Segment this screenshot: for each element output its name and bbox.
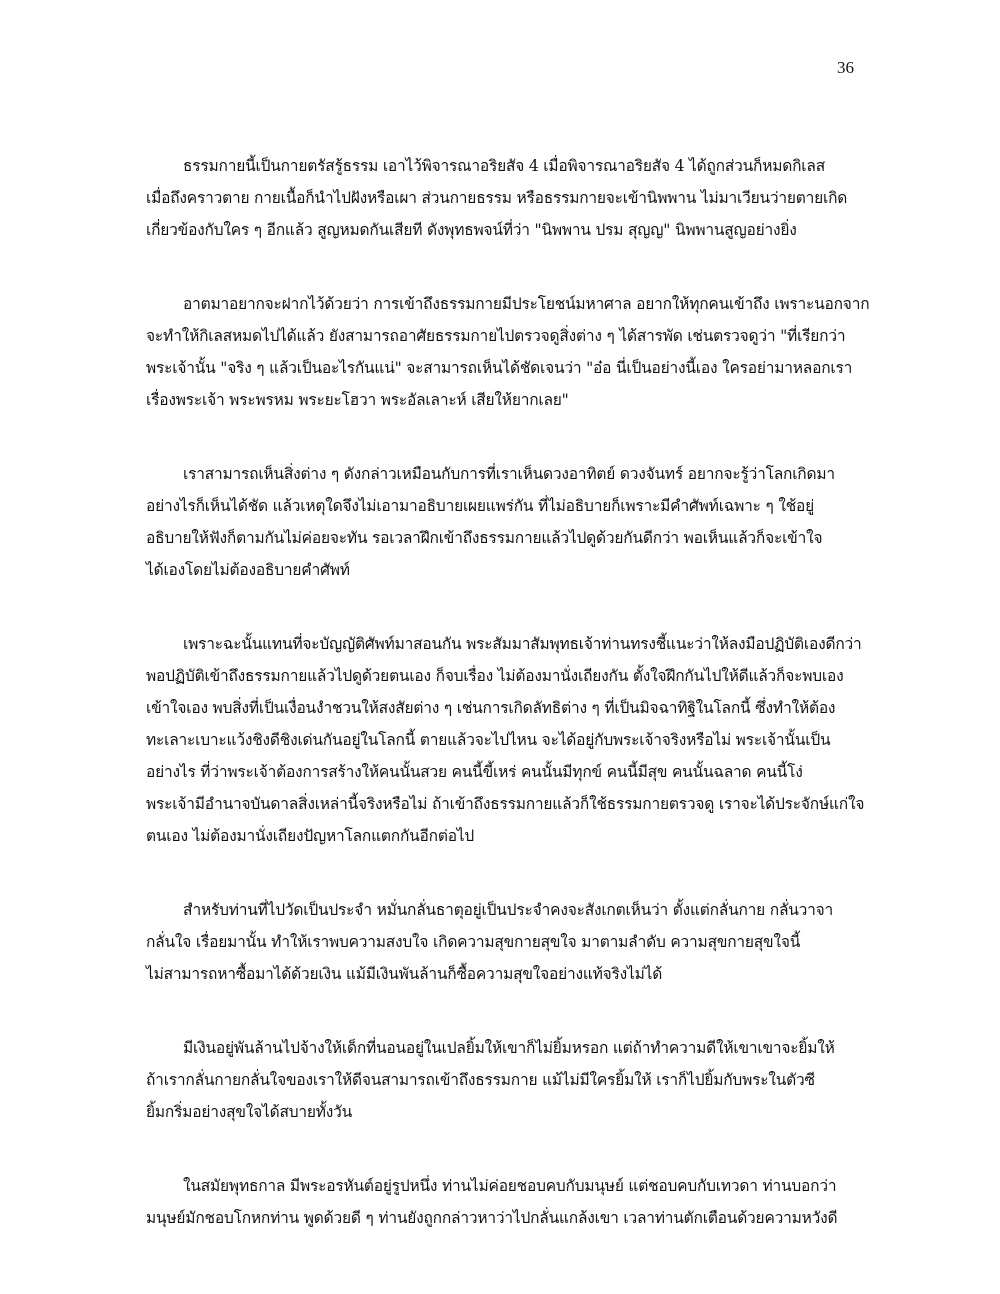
- text-line: มีเงินอยู่พันล้านไปจ้างให้เด็กที่นอนอยู่ในเปลยิ้มให้เขาก็ไม่ยิ้มหรอก แต่ถ้าทำความดีให้เขาเขาจะยิ้มให้: [183, 1039, 835, 1057]
- text-line: พอปฏิบัติเข้าถึงธรรมกายแล้วไปดูด้วยตนเอง ก็จบเรื่อง ไม่ต้องมานั่งเถียงกัน ตั้งใจฝึกกันไปให้ดีแล้วก็จะพบเอง: [146, 667, 844, 685]
- text-line: อย่างไร ที่ว่าพระเจ้าต้องการสร้างให้คนนั้นสวย คนนี้ขี้เหร่ คนนั้นมีทุกข์ คนนี้มีสุข คนนั้นฉลาด คนนี้โง่: [146, 763, 803, 781]
- page-number: 36: [837, 58, 854, 77]
- text-line: เราสามารถเห็นสิ่งต่าง ๆ ดังกล่าวเหมือนกับการที่เราเห็นดวงอาทิตย์ ดวงจันทร์ อยากจะรู้ว่าโลกเกิดมา: [183, 465, 835, 483]
- text-line: ไม่สามารถหาซื้อมาได้ด้วยเงิน แม้มีเงินพันล้านก็ซื้อความสุขใจอย่างแท้จริงไม่ได้: [146, 965, 663, 983]
- text-line: ถ้าเรากลั่นกายกลั่นใจของเราให้ดีจนสามารถเข้าถึงธรรมกาย แม้ไม่มีใครยิ้มให้ เราก็ไปยิ้มกับพระในตัวซี: [146, 1071, 815, 1089]
- text-line: ในสมัยพุทธกาล มีพระอรหันต์อยู่รูปหนึ่ง ท่านไม่ค่อยชอบคบกับมนุษย์ แต่ชอบคบกับเทวดา ท่านบอกว่า: [183, 1177, 837, 1195]
- text-line: เกี่ยวข้องกับใคร ๆ อีกแล้ว สูญหมดกันเสียที ดังพุทธพจน์ที่ว่า "นิพพาน ปรม สุญญ" นิพพานสูญอย่างยิ่ง: [146, 221, 797, 239]
- text-line: สำหรับท่านที่ไปวัดเป็นประจำ หมั่นกลั่นธาตุอยู่เป็นประจำคงจะสังเกตเห็นว่า ตั้งแต่กลั่นกาย กลั่นวาจา: [183, 901, 834, 919]
- text-line: เรื่องพระเจ้า พระพรหม พระยะโฮวา พระอัลเลาะห์ เสียให้ยากเลย": [146, 391, 569, 409]
- paragraph: [146, 628, 866, 852]
- text-line: ได้เองโดยไม่ต้องอธิบายคำศัพท์: [146, 561, 350, 579]
- text-line: พระเจ้านั้น "จริง ๆ แล้วเป็นอะไรกันแน่" จะสามารถเห็นได้ชัดเจนว่า "อ๋อ นี่เป็นอย่างนี้เอง ใครอย่ามาหลอกเรา: [146, 359, 853, 377]
- text-line: กลั่นใจ เรื่อยมานั้น ทำให้เราพบความสงบใจ เกิดความสุขกายสุขใจ มาตามลำดับ ความสุขกายสุขใจนี้: [146, 933, 801, 951]
- paragraph: [146, 150, 866, 246]
- text-line: มนุษย์มักชอบโกหกท่าน พูดด้วยดี ๆ ท่านยังถูกกล่าวหาว่าไปกลั่นแกล้งเขา เวลาท่านตักเตือนด้วยความหวังดี: [146, 1209, 838, 1227]
- text-line: ตนเอง ไม่ต้องมานั่งเถียงปัญหาโลกแตกกันอีกต่อไป: [146, 827, 475, 845]
- text-line: ธรรมกายนี้เป็นกายตรัสรู้ธรรม เอาไว้พิจารณาอริยสัจ 4 เมื่อพิจารณาอริยสัจ 4 ได้ถูกส่วนก็หมดกิเลส: [183, 157, 825, 175]
- text-line: พระเจ้ามีอำนาจบันดาลสิ่งเหล่านี้จริงหรือไม่ ถ้าเข้าถึงธรรมกายแล้วก็ใช้ธรรมกายตรวจดู เราจะได้ประจักษ์แก่ใจ: [146, 795, 865, 813]
- paragraph: [146, 288, 870, 416]
- text-line: อย่างไรก็เห็นได้ชัด แล้วเหตุใดจึงไม่เอามาอธิบายเผยแพร่กัน ที่ไม่อธิบายก็เพราะมีคำศัพท์เฉพาะ ๆ ใช้อยู่: [146, 497, 815, 515]
- text-line: ยิ้มกริ่มอย่างสุขใจได้สบายทั้งวัน: [146, 1103, 353, 1121]
- text-line: อธิบายให้ฟังก็ตามกันไม่ค่อยจะทัน รอเวลาฝึกเข้าถึงธรรมกายแล้วไปดูด้วยกันดีกว่า พอเห็นแล้วก็จะเข้าใจ: [146, 529, 823, 547]
- text-line: เมื่อถึงคราวตาย กายเนื้อก็นำไปฝังหรือเผา ส่วนกายธรรม หรือธรรมกายจะเข้านิพพาน ไม่มาเวียนว่ายตายเกิด: [146, 189, 848, 207]
- text-line: อาตมาอยากจะฝากไว้ด้วยว่า การเข้าถึงธรรมกายมีประโยชน์มหาศาล อยากให้ทุกคนเข้าถึง เพราะนอกจาก: [183, 295, 870, 313]
- paragraph: [146, 1032, 866, 1128]
- text-line: เข้าใจเอง พบสิ่งที่เป็นเงื่อนงำชวนให้สงสัยต่าง ๆ เช่นการเกิดลัทธิต่าง ๆ ที่เป็นมิจฉาทิฐิในโลกนี้ ซึ่งทำให้ต้อง: [146, 699, 836, 717]
- paragraph: [146, 458, 866, 586]
- paragraph: [146, 894, 866, 990]
- text-line: จะทำให้กิเลสหมดไปได้แล้ว ยังสามารถอาศัยธรรมกายไปตรวจดูสิ่งต่าง ๆ ได้สารพัด เช่นตรวจดูว่า "ที่เรียกว่า: [146, 327, 846, 345]
- document-body: [146, 150, 870, 1276]
- text-line: ทะเลาะเบาะแว้งชิงดีชิงเด่นกันอยู่ในโลกนี้ ตายแล้วจะไปไหน จะได้อยู่กับพระเจ้าจริงหรือไม่ พระเจ้านั้นเป็น: [146, 731, 831, 749]
- text-line: เพราะฉะนั้นแทนที่จะบัญญัติศัพท์มาสอนกัน พระสัมมาสัมพุทธเจ้าท่านทรงชี้แนะว่าให้ลงมือปฏิบัติเองดีกว่า: [183, 635, 862, 653]
- paragraph: [146, 1170, 866, 1234]
